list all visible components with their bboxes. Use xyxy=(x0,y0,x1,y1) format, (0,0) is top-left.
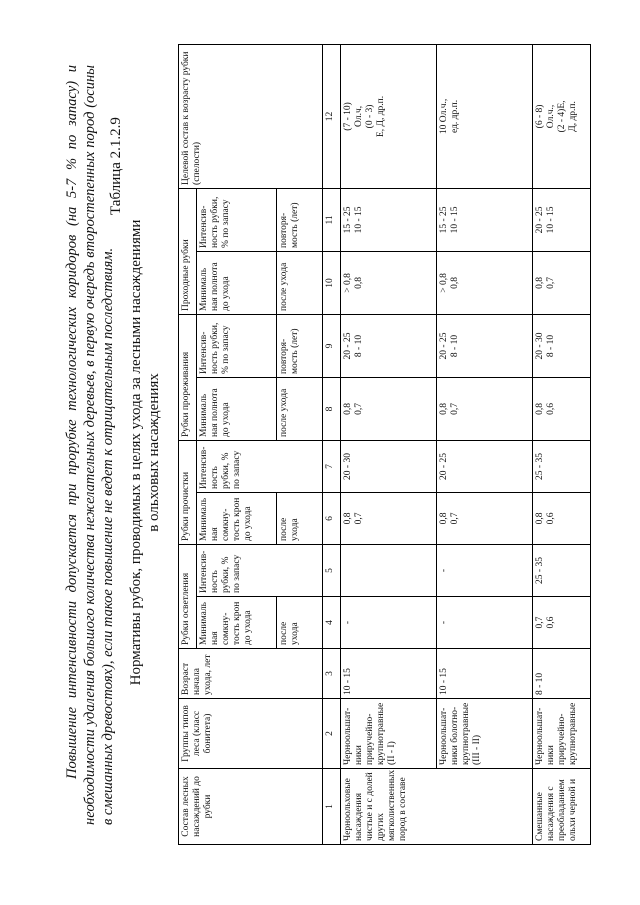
header-target-composition: Целевой состав к возрасту рубки (спелости) xyxy=(179,44,323,188)
header-prorezh-min-fullness: Минималь ная полнота до ухода xyxy=(197,377,277,440)
cell-osv-intensity xyxy=(341,544,437,596)
cell-age: 10 - 15 xyxy=(341,649,437,699)
cell-prohod-fullness: 0,8 0,7 xyxy=(533,251,591,314)
header-osv-min-closure: Минималь ная сомкну-тость крон до ухода xyxy=(197,597,277,649)
cell-forest-group: Черноольшат-ники болотно-крупнотравные (III - II) xyxy=(437,699,533,769)
header-proch-min-closure: Минималь ная сомкну-тость крон до ухода xyxy=(197,492,277,544)
cell-proch-closure: 0,8 0,7 xyxy=(437,492,533,544)
header-prochistka: Рубки прочистки xyxy=(179,440,197,544)
cell-proch-closure: 0,8 0,7 xyxy=(341,492,437,544)
header-prorezh-after-care: после ухода xyxy=(277,377,323,440)
cell-osv-closure: - xyxy=(341,597,437,649)
column-number: 9 xyxy=(323,314,341,377)
column-number: 7 xyxy=(323,440,341,492)
cell-prohod-intensity: 15 - 25 10 - 15 xyxy=(341,188,437,251)
column-number: 1 xyxy=(323,769,341,845)
intro-paragraph: Повышение интенсивности допускается при прорубке технологических коридоров (на 5-7 % по запасу) и необходимости удаления большого количества нежелательных деревьев, в первую очередь второстепенных пород (осины в смешанных древостоях), если такое повышение не ведет к отрицательным последствиям. xyxy=(63,65,116,825)
cell-forest-group: Черноольшат-ники приручейно-крупнотравные (II - I) xyxy=(341,699,437,769)
header-prorezh-repeat: повторя-мость (лет) xyxy=(277,314,323,377)
cell-target-composition: 10 Ол.ч., ед. др.п. xyxy=(437,44,533,188)
cell-prohod-fullness: > 0,8 0,8 xyxy=(341,251,437,314)
column-number: 11 xyxy=(323,188,341,251)
header-proch-intensity: Интенсив-ность рубки, % по запасу xyxy=(197,440,323,492)
cell-prorezh-intensity: 20 - 25 8 - 10 xyxy=(341,314,437,377)
table-row xyxy=(341,44,437,844)
column-number: 3 xyxy=(323,649,341,699)
header-prohodnye: Проходные рубки xyxy=(179,188,197,314)
header-age: Возраст начала ухода, лет xyxy=(179,649,323,699)
cell-osv-intensity: - xyxy=(437,544,533,596)
header-osv-intensity: Интенсив-ность рубки, % по запасу xyxy=(197,544,323,596)
cell-osv-closure: 0,7 0,6 xyxy=(533,597,591,649)
column-number: 10 xyxy=(323,251,341,314)
header-prohod-min-fullness: Минималь ная полнота до ухода xyxy=(197,251,277,314)
column-number-row xyxy=(323,44,341,844)
column-number: 12 xyxy=(323,44,341,188)
cell-target-composition: (6 - 8) Ол.ч., (2 - 4)Е, Д, др.п. xyxy=(533,44,591,188)
column-number: 2 xyxy=(323,699,341,769)
cell-prorezh-intensity: 20 - 25 8 - 10 xyxy=(437,314,533,377)
header-osvetlenie: Рубки осветления xyxy=(179,544,197,648)
header-composition: Состав лесных насаждений до рубки xyxy=(179,769,323,845)
cell-proch-intensity: 20 - 25 xyxy=(437,440,533,492)
header-osv-after-care: после ухода xyxy=(277,597,323,649)
column-number: 5 xyxy=(323,544,341,596)
cell-prohod-fullness: > 0,8 0,8 xyxy=(437,251,533,314)
cell-osv-closure: - xyxy=(437,597,533,649)
cell-prohod-intensity: 20 - 25 10 - 15 xyxy=(533,188,591,251)
cell-composition: Черноольховые насаждения чистые и с долей других мягколиственных пород в составе xyxy=(341,769,533,845)
cell-composition: Смешанные насаждения с преобладанием ольхи черной и xyxy=(533,769,591,845)
column-number: 6 xyxy=(323,492,341,544)
header-prohod-after-care: после ухода xyxy=(277,251,323,314)
cell-prorezh-fullness: 0,8 0,7 xyxy=(341,377,437,440)
header-proch-after-care: после ухода xyxy=(277,492,323,544)
cell-target-composition: (7 - 10) Ол.ч, (0 - 3) Е, Д, др.п. xyxy=(341,44,437,188)
table-number: Таблица 2.1.2.9 xyxy=(108,117,124,215)
header-prorezh-intensity: Интенсив-ность рубки, % по запасу xyxy=(197,314,277,377)
cell-prorezh-fullness: 0,8 0,7 xyxy=(437,377,533,440)
cell-age: 8 - 10 xyxy=(533,649,591,699)
header-prohod-repeat: повторя-мость (лет) xyxy=(277,188,323,251)
cell-proch-closure: 0,8 0,6 xyxy=(533,492,591,544)
cell-proch-intensity: 25 - 35 xyxy=(533,440,591,492)
header-prohod-intensity: Интенсив-ность рубки, % по запасу xyxy=(197,188,277,251)
cell-age: 10 - 15 xyxy=(437,649,533,699)
header-prorezhivanie: Рубки прореживания xyxy=(179,314,197,440)
cell-proch-intensity: 20 - 30 xyxy=(341,440,437,492)
cell-osv-intensity: 25 - 35 xyxy=(533,544,591,596)
table-row xyxy=(533,44,591,844)
cell-prorezh-fullness: 0,8 0,6 xyxy=(533,377,591,440)
norms-table xyxy=(178,44,591,845)
table-subtitle: в ольховых насаждениях xyxy=(146,373,162,532)
header-forest-group: Группы типов леса (класс бонитета) xyxy=(179,699,323,769)
cell-prohod-intensity: 15 - 25 10 - 15 xyxy=(437,188,533,251)
table-title: Нормативы рубок, проводимых в целях ухода за лесными насаждениями xyxy=(128,219,144,686)
column-number: 4 xyxy=(323,597,341,649)
table-row xyxy=(437,44,533,844)
cell-prorezh-intensity: 20 - 30 8 - 10 xyxy=(533,314,591,377)
column-number: 8 xyxy=(323,377,341,440)
cell-forest-group: Черноольшат-ники приручейно-крупнотравные xyxy=(533,699,591,769)
